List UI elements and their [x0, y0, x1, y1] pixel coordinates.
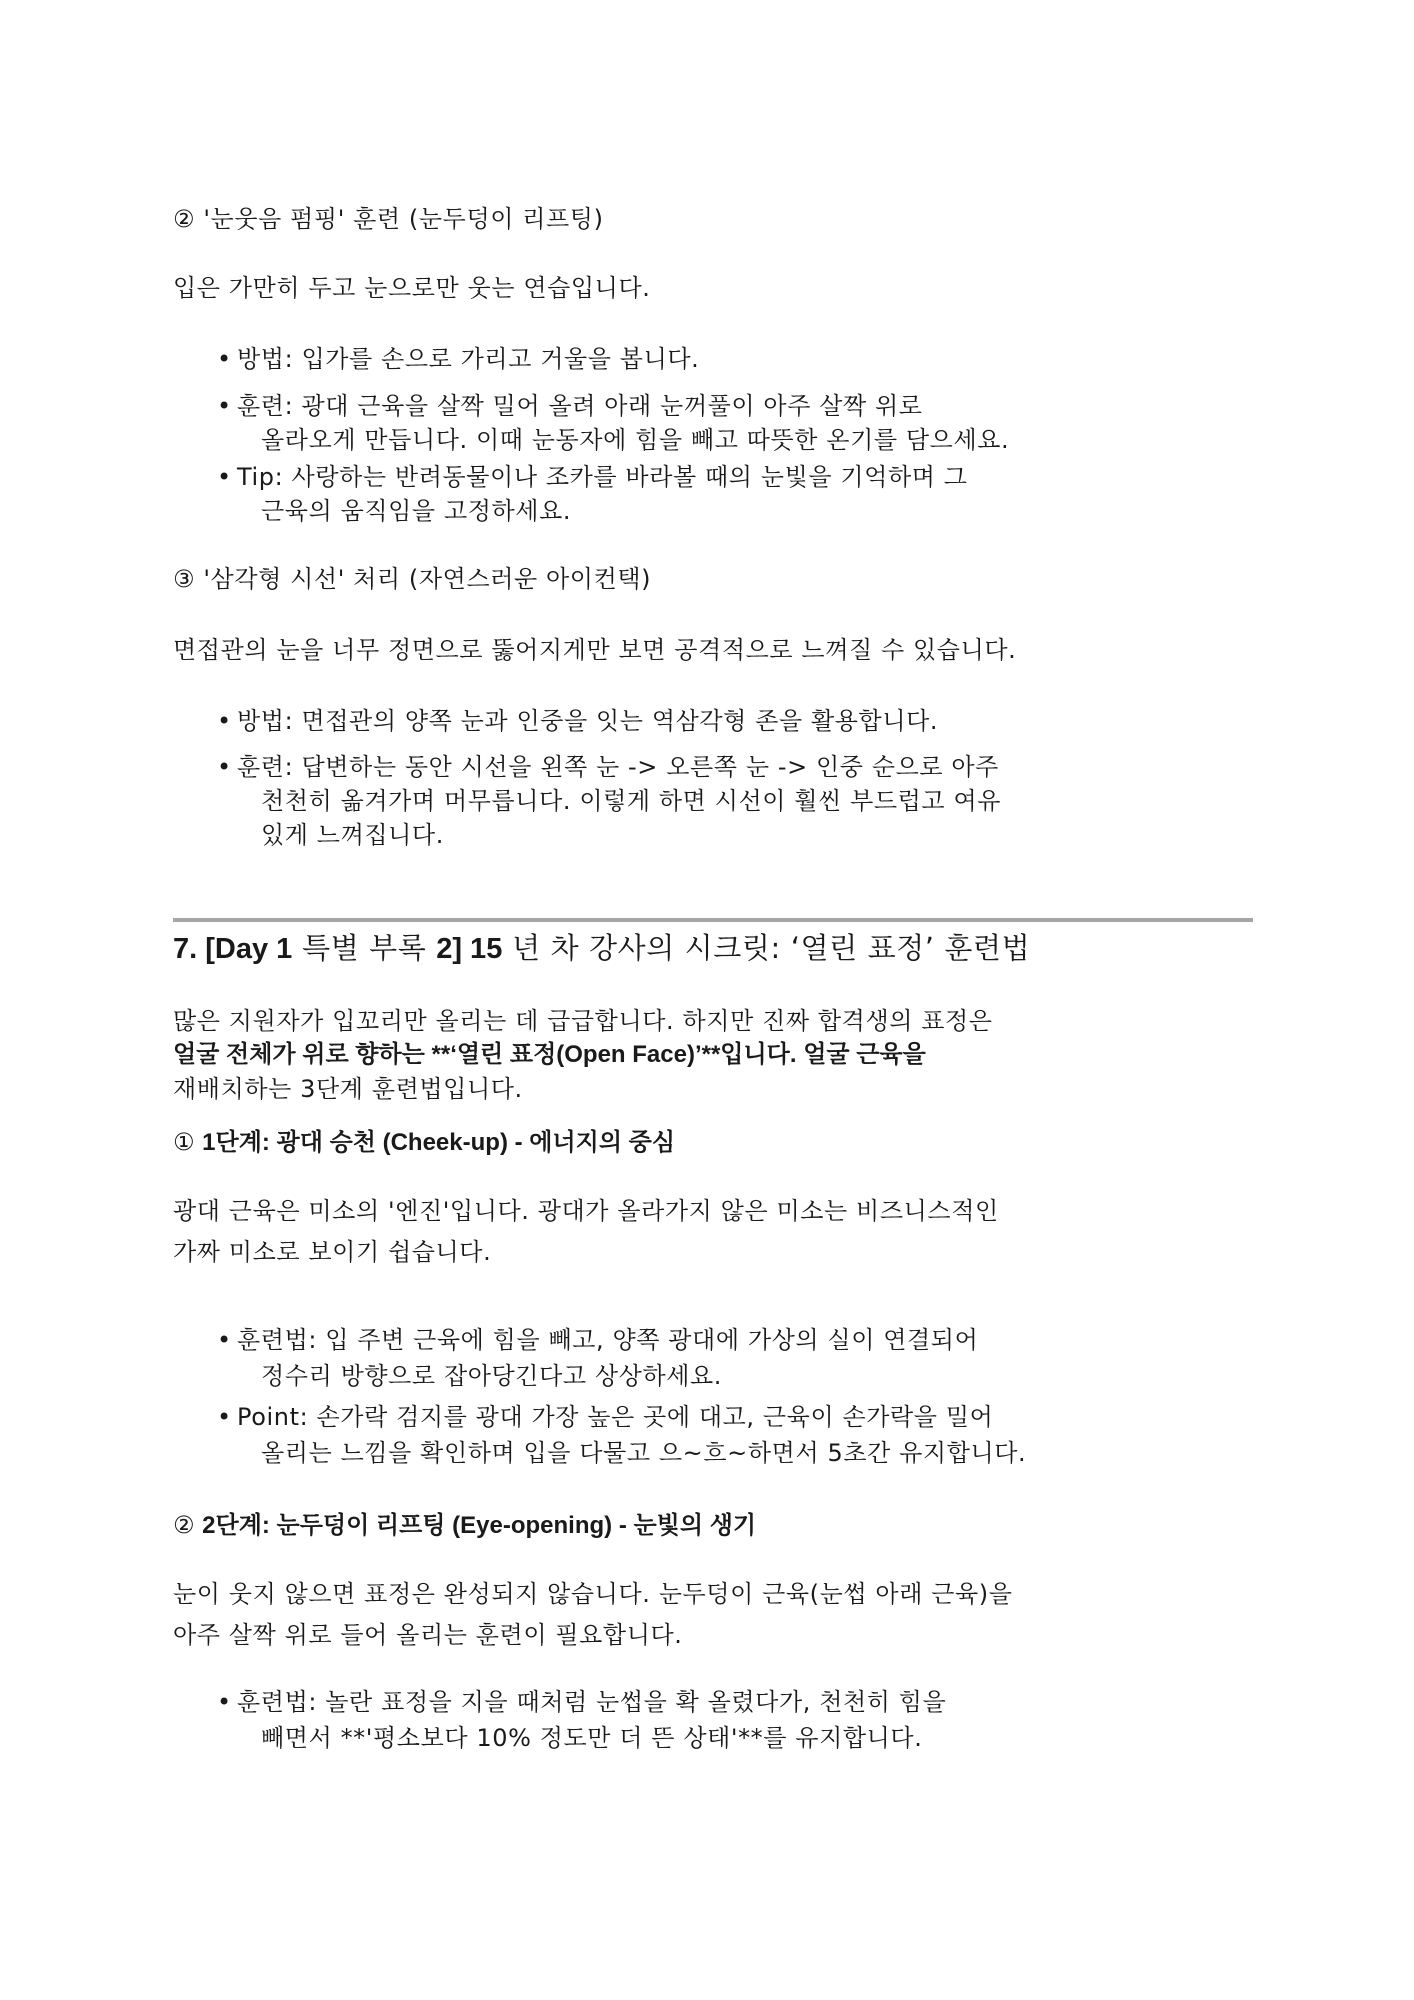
- subsection-2-intro: 입은 가만히 두고 눈으로만 웃는 연습입니다.: [173, 274, 651, 302]
- section-title-part: 특별 부록: [292, 931, 437, 965]
- list-item-text: 훈련법: 놀란 표정을 지을 때처럼 눈썹을 확 올렸다가, 천천히 힘을: [237, 1688, 947, 1716]
- subsection-3-intro: 면접관의 눈을 너무 정면으로 뚫어지게만 보면 공격적으로 느껴질 수 있습니다.: [173, 636, 1017, 664]
- section-title-part: 7. [Day 1: [173, 933, 293, 965]
- step-2-body-line: 눈이 웃지 않으면 표정은 완성되지 않습니다. 눈두덩이 근육(눈썹 아래 근육)을: [173, 1580, 1013, 1608]
- list-item: [217, 342, 699, 376]
- section-7-intro-line: 재배치하는 3단계 훈련법입니다.: [173, 1075, 523, 1103]
- list-item-continuation: 올라오게 만듭니다. 이때 눈동자에 힘을 빼고 따뜻한 온기를 담으세요.: [261, 426, 1010, 454]
- bullet-icon: •: [217, 463, 232, 491]
- step-heading-text: 2단계: 눈두덩이 리프팅 (Eye-opening) - 눈빛의 생기: [202, 1512, 757, 1539]
- step-number: ②: [173, 1511, 203, 1539]
- subsection-3-heading: ③ '삼각형 시선' 처리 (자연스러운 아이컨택): [173, 565, 652, 593]
- bullet-icon: •: [217, 753, 232, 781]
- list-item: [217, 1323, 978, 1357]
- section-7-intro-line: [173, 1038, 926, 1072]
- subsection-2-heading: ② '눈웃음 펌핑' 훈련 (눈두덩이 리프팅): [173, 205, 604, 233]
- step-1-body-line: 광대 근육은 미소의 '엔진'입니다. 광대가 올라가지 않은 미소는 비즈니스적인: [173, 1197, 999, 1225]
- step-1-heading: [173, 1125, 675, 1160]
- list-item: [217, 1400, 993, 1434]
- list-item: [217, 1685, 946, 1719]
- list-item-continuation: 있게 느껴집니다.: [261, 821, 444, 849]
- step-1-body-line: 가짜 미소로 보이기 쉽습니다.: [173, 1238, 492, 1266]
- section-divider: [173, 918, 1253, 922]
- list-item-continuation: 정수리 방향으로 잡아당긴다고 상상하세요.: [261, 1362, 723, 1390]
- section-7-title: [173, 928, 1030, 969]
- list-item-text: 훈련: 답변하는 동안 시선을 왼쪽 눈 -> 오른쪽 눈 -> 인중 순으로 아주: [237, 753, 999, 781]
- bullet-icon: •: [217, 1688, 232, 1716]
- step-number: ①: [173, 1128, 203, 1156]
- step-heading-text: 1단계: 광대 승천 (Cheek-up) - 에너지의 중심: [202, 1129, 676, 1156]
- section-7-intro-line: 많은 지원자가 입꼬리만 올리는 데 급급합니다. 하지만 진짜 합격생의 표정은: [173, 1007, 993, 1035]
- list-item: [217, 460, 968, 494]
- list-item-continuation: 올리는 느낌을 확인하며 입을 다물고 으~흐~하면서 5초간 유지합니다.: [261, 1439, 1027, 1467]
- section-7-intro-emphasis: 얼굴 전체가 위로 향하는 **‘열린 표정(Open Face)’**입니다. 얼굴 근육을: [173, 1041, 926, 1068]
- list-item: [217, 389, 923, 423]
- list-item-text: 훈련: 광대 근육을 살짝 밀어 올려 아래 눈꺼풀이 아주 살짝 위로: [237, 392, 923, 420]
- list-item-text: Point: 손가락 검지를 광대 가장 높은 곳에 대고, 근육이 손가락을 밀어: [237, 1403, 994, 1431]
- bullet-icon: •: [217, 345, 232, 373]
- section-title-part: 2] 15: [436, 933, 503, 965]
- bullet-icon: •: [217, 1326, 232, 1354]
- list-item-continuation: 천천히 옮겨가며 머무릅니다. 이렇게 하면 시선이 훨씬 부드럽고 여유: [261, 787, 1002, 815]
- bullet-icon: •: [217, 707, 232, 735]
- bullet-icon: •: [217, 1403, 232, 1431]
- list-item-continuation: 빼면서 **'평소보다 10% 정도만 더 뜬 상태'**를 유지합니다.: [261, 1724, 923, 1752]
- list-item-continuation: 근육의 움직임을 고정하세요.: [261, 497, 572, 525]
- step-2-body-line: 아주 살짝 위로 들어 올리는 훈련이 필요합니다.: [173, 1621, 683, 1649]
- document-page: [173, 0, 1253, 2000]
- list-item: [217, 750, 999, 784]
- list-item-text: 방법: 입가를 손으로 가리고 거울을 봅니다.: [237, 345, 700, 373]
- section-title-part: 년 차 강사의 시크릿: ‘열린 표정’ 훈련법: [502, 931, 1031, 965]
- step-2-heading: [173, 1508, 756, 1543]
- bullet-icon: •: [217, 392, 232, 420]
- list-item: [217, 704, 938, 738]
- list-item-text: 방법: 면접관의 양쪽 눈과 인중을 잇는 역삼각형 존을 활용합니다.: [237, 707, 939, 735]
- list-item-text: Tip: 사랑하는 반려동물이나 조카를 바라볼 때의 눈빛을 기억하며 그: [237, 463, 968, 491]
- list-item-text: 훈련법: 입 주변 근육에 힘을 빼고, 양쪽 광대에 가상의 실이 연결되어: [237, 1326, 979, 1354]
